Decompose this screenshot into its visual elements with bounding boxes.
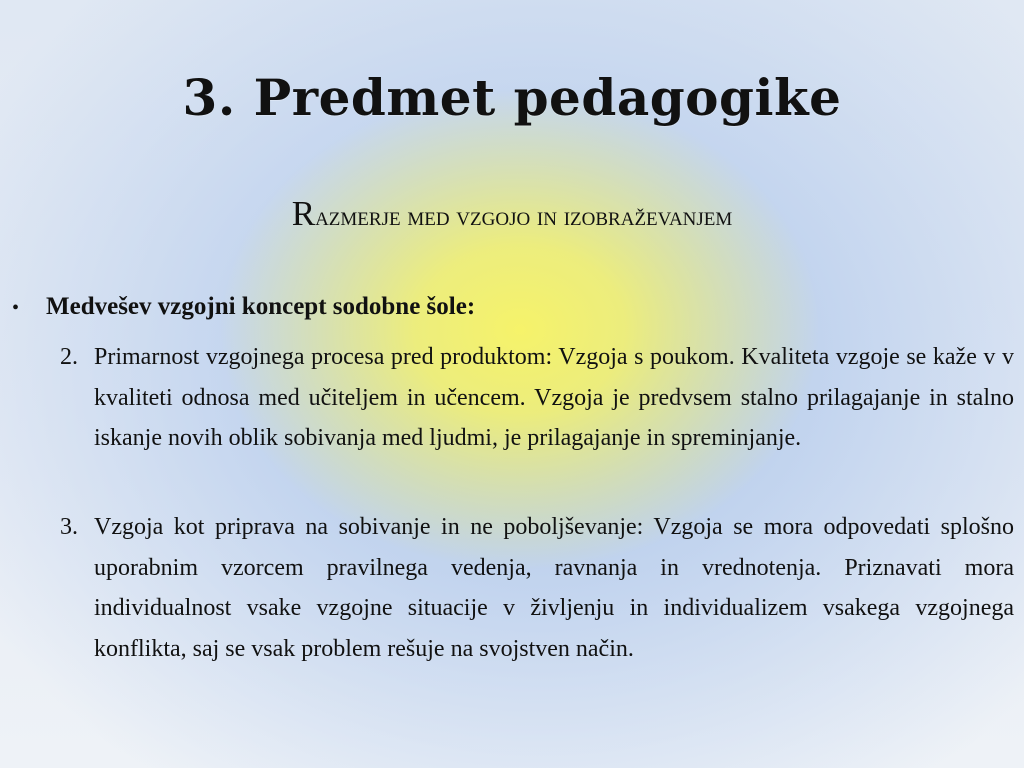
- bullet-text: Medvešev vzgojni koncept sodobne šole:: [46, 293, 476, 320]
- list-item: [60, 337, 1014, 459]
- list-item-text: Primarnost vzgojnega procesa pred produktom: Vzgoja s poukom. Kvaliteta vzgoje se kaže v v kvaliteti odnosa med učiteljem in učencem. Vzgoja je predvsem stalno prilagajanje in stalno iskanje novih oblik sobivanja med ljudmi, je prilagajanje in spreminjanje.: [94, 344, 1014, 451]
- slide-subtitle: [0, 196, 1024, 234]
- subtitle-initial: R: [291, 194, 316, 233]
- list-item-number: 3.: [60, 514, 78, 540]
- list-item-number: 2.: [60, 344, 78, 370]
- list-item-text: Vzgoja kot priprava na sobivanje in ne poboljševanje: Vzgoja se mora odpovedati splošno uporabnim vzorcem pravilnega vedenja, ravnanja in vrednotenja. Priznavati mora individualnost vsake vzgojne situacije v življenju in individualizem vsakega vzgojnega konflikta, saj se vsak problem rešuje na svojstven način.: [94, 514, 1014, 662]
- bullet-marker: •: [12, 297, 20, 319]
- slide-title: 3. Predmet pedagogike: [182, 68, 842, 127]
- subtitle-text: azmerje med vzgojo in izobraževanjem: [315, 201, 733, 231]
- bullet-point: [12, 290, 475, 325]
- list-item: [60, 507, 1014, 669]
